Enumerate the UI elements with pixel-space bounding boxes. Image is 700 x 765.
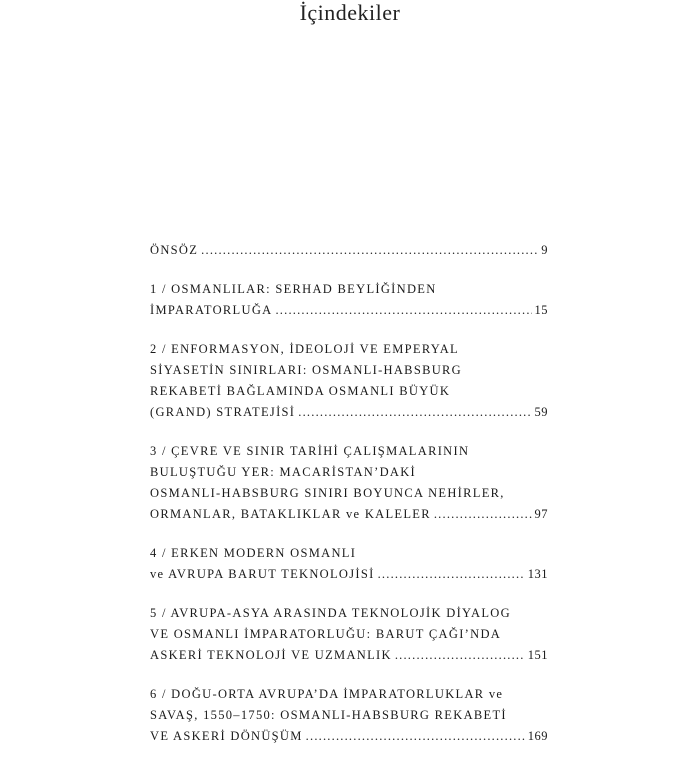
page-number: 15 xyxy=(534,303,548,317)
toc-entry-title: ORMANLAR, BATAKLIKLAR ve KALELER xyxy=(150,507,431,521)
toc-entry-chapter-1[interactable] xyxy=(150,279,548,321)
toc-entry-title: (GRAND) STRATEJİSİ xyxy=(150,405,296,419)
toc-entry-title-line: VE OSMANLI İMPARATORLUĞU: BARUT ÇAĞI’NDA xyxy=(150,627,502,641)
toc-entry-title: İMPARATORLUĞA xyxy=(150,303,273,317)
toc-entry-final-line xyxy=(150,504,548,525)
dot-leader xyxy=(434,504,532,525)
toc-entry-title-line: BULUŞTUĞU YER: MACARİSTAN’DAKİ xyxy=(150,465,417,479)
toc-entry-final-line xyxy=(150,726,548,747)
page-title: İçindekiler xyxy=(299,0,401,25)
toc-entry-title-line: REKABETİ BAĞLAMINDA OSMANLI BÜYÜK xyxy=(150,384,451,398)
toc-entry-title-line: OSMANLI-HABSBURG SINIRI BOYUNCA NEHİRLER, xyxy=(150,486,505,500)
toc-entry-final-line xyxy=(150,300,548,321)
toc-entry-title: VE ASKERİ DÖNÜŞÜM xyxy=(150,729,303,743)
dot-leader xyxy=(306,726,525,747)
page-number: 151 xyxy=(527,648,548,662)
toc-entry-chapter-3[interactable] xyxy=(150,441,548,525)
dot-leader xyxy=(395,645,525,666)
page-number: 169 xyxy=(527,729,548,743)
dot-leader xyxy=(201,240,538,261)
toc-entry-chapter-6[interactable] xyxy=(150,684,548,747)
table-of-contents xyxy=(150,240,548,765)
dot-leader xyxy=(275,300,531,321)
toc-entry-title: ASKERİ TEKNOLOJİ VE UZMANLIK xyxy=(150,648,392,662)
dot-leader xyxy=(378,564,525,585)
toc-entry-title-line: 3 / ÇEVRE VE SINIR TARİHİ ÇALIŞMALARININ xyxy=(150,444,470,458)
page-number: 9 xyxy=(541,243,548,257)
toc-entry-final-line xyxy=(150,564,548,585)
toc-entry-chapter-4[interactable] xyxy=(150,543,548,585)
toc-entry-title-line: 5 / AVRUPA-ASYA ARASINDA TEKNOLOJİK DİYALOG xyxy=(150,606,511,620)
toc-entry-chapter-5[interactable] xyxy=(150,603,548,666)
toc-entry-title: ÖNSÖZ xyxy=(150,243,199,257)
toc-entry-title-line: SAVAŞ, 1550–1750: OSMANLI-HABSBURG REKABETİ xyxy=(150,708,507,722)
toc-entry-chapter-2[interactable] xyxy=(150,339,548,423)
toc-entry-title-line: 2 / ENFORMASYON, İDEOLOJİ VE EMPERYAL xyxy=(150,342,459,356)
page-number: 59 xyxy=(534,405,548,419)
toc-entry-title-line: 6 / DOĞU-ORTA AVRUPA’DA İMPARATORLUKLAR ve xyxy=(150,687,504,701)
toc-entry-title-line: 1 / OSMANLILAR: SERHAD BEYLİĞİNDEN xyxy=(150,282,437,296)
toc-entry-title-line: SİYASETİN SINIRLARI: OSMANLI-HABSBURG xyxy=(150,363,463,377)
toc-entry-final-line xyxy=(150,645,548,666)
toc-entry-title: ve AVRUPA BARUT TEKNOLOJİSİ xyxy=(150,567,375,581)
page-number: 97 xyxy=(534,507,548,521)
toc-entry-preface[interactable] xyxy=(150,240,548,261)
toc-entry-final-line xyxy=(150,402,548,423)
dot-leader xyxy=(298,402,531,423)
toc-entry-title-line: 4 / ERKEN MODERN OSMANLI xyxy=(150,546,357,560)
page-number: 131 xyxy=(527,567,548,581)
toc-entry-final-line xyxy=(150,240,548,261)
